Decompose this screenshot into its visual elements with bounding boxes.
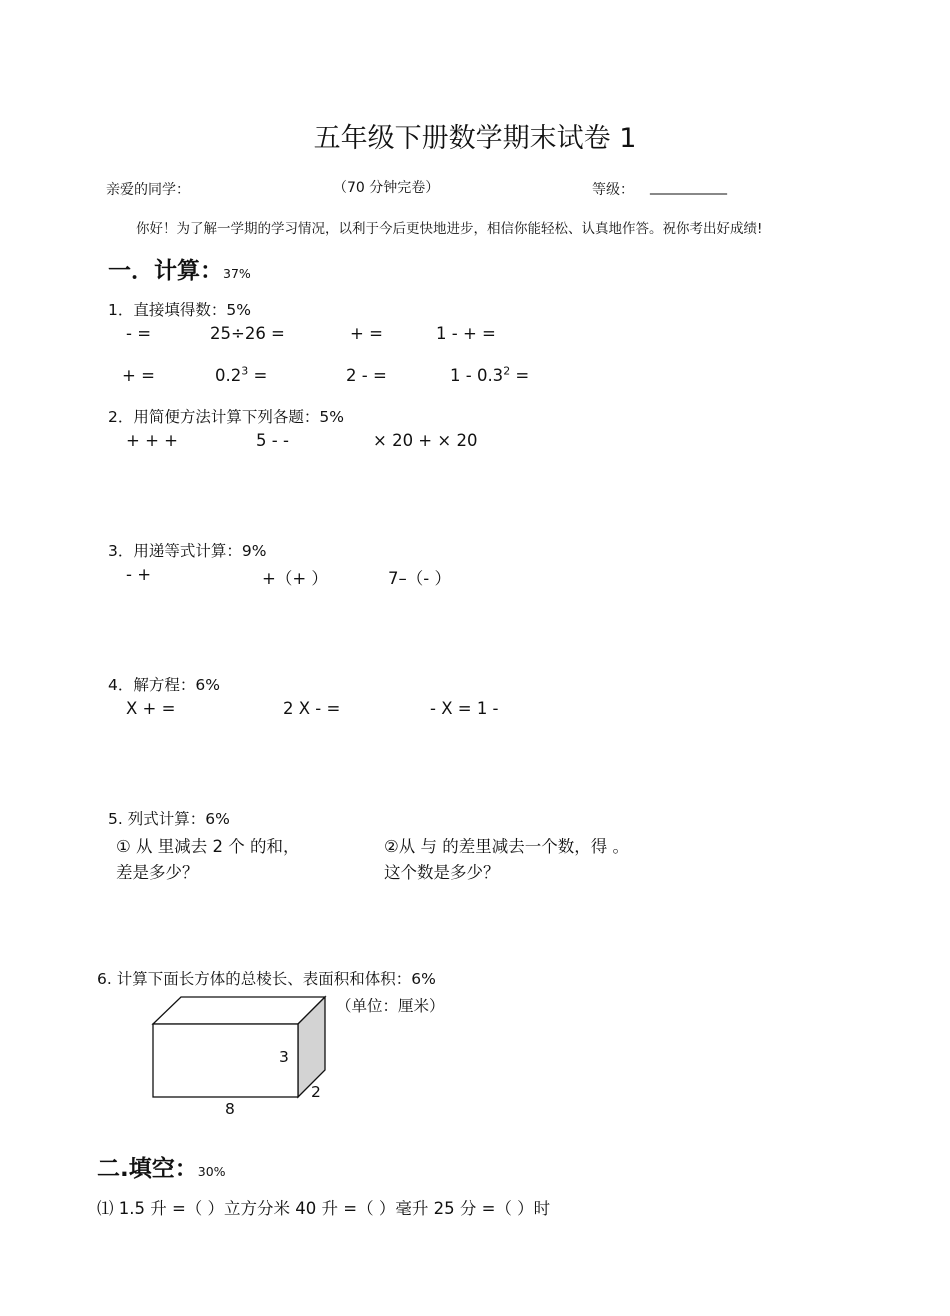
greeting: 你好！为了解一学期的学习情况，以利于今后更快地进步，相信你能轻松、认真地作答。祝你考出好成绩! [136,221,763,237]
q3-item-c: 7–（- ） [388,569,451,588]
q2-item-b: 5 - - [256,431,289,450]
s2-q1: ⑴ 1.5 升 =（ ）立方分米 40 升 =（ ）毫升 25 分 =（ ）时 [97,1199,551,1218]
section2-heading [97,1150,226,1183]
section2-heading-text: 二.填空： [97,1156,198,1182]
q4-item-c: - X = 1 - [430,699,499,718]
q1-r2-c: 2 - = [346,366,387,385]
q5-a-line1: ① 从 里减去 2 个 的和， [116,837,300,856]
cuboid-height-label: 3 [279,1048,289,1066]
cuboid-top-face [153,997,325,1024]
q2-item-a: + + + [126,431,178,450]
q2-label: 2．用简便方法计算下列各题：5% [108,408,344,426]
section2-pct: 30% [197,1164,226,1179]
q5-b-line1: ②从 与 的差里减去一个数，得 。 [384,837,630,856]
header-time-note: （70 分钟完卷） [333,180,440,196]
q3-label: 3．用递等式计算：9% [108,542,267,560]
q4-item-a: X + = [126,699,176,718]
q1-r1-c: + = [350,324,383,343]
q5-label: 5. 列式计算：6% [108,810,230,828]
q3-item-b: +（+ ） [262,569,328,588]
q4-item-b: 2 X - = [283,699,341,718]
cuboid-width-label: 2 [311,1083,321,1101]
q5-b-line2: 这个数是多少？ [384,863,500,882]
page-title: 五年级下册数学期末试卷 1 [313,123,637,154]
cuboid-length-label: 8 [225,1100,235,1118]
q4-label: 4．解方程：6% [108,676,220,694]
q6-unit: （单位：厘米） [336,997,445,1015]
q1-r2-a: + = [122,366,155,385]
q5-a-line2: 差是多少？ [116,863,199,882]
q2-item-c: × 20 + × 20 [373,431,478,450]
q1-r1-d: 1 - + = [436,324,496,343]
q1-label: 1．直接填得数：5% [108,301,251,319]
q3-item-a: - + [126,565,152,584]
section1-heading-text: 一．计算： [108,258,223,284]
q1-r1-b: 25÷26 = [210,324,285,343]
q6-label: 6. 计算下面长方体的总棱长、表面积和体积：6% [97,970,436,988]
cuboid-front-face [153,1024,298,1097]
q1-r2-b: $0.2^3$ = [215,364,268,385]
header-grade-label: 等级： [592,182,634,198]
q1-r2-d: $1 - 0.3^2$ = [450,364,530,385]
q1-r1-a: - = [126,324,152,343]
header-student: 亲爱的同学： [106,182,190,198]
header-grade-blank: ___________ [650,179,727,195]
section1-pct: 37% [223,266,251,281]
